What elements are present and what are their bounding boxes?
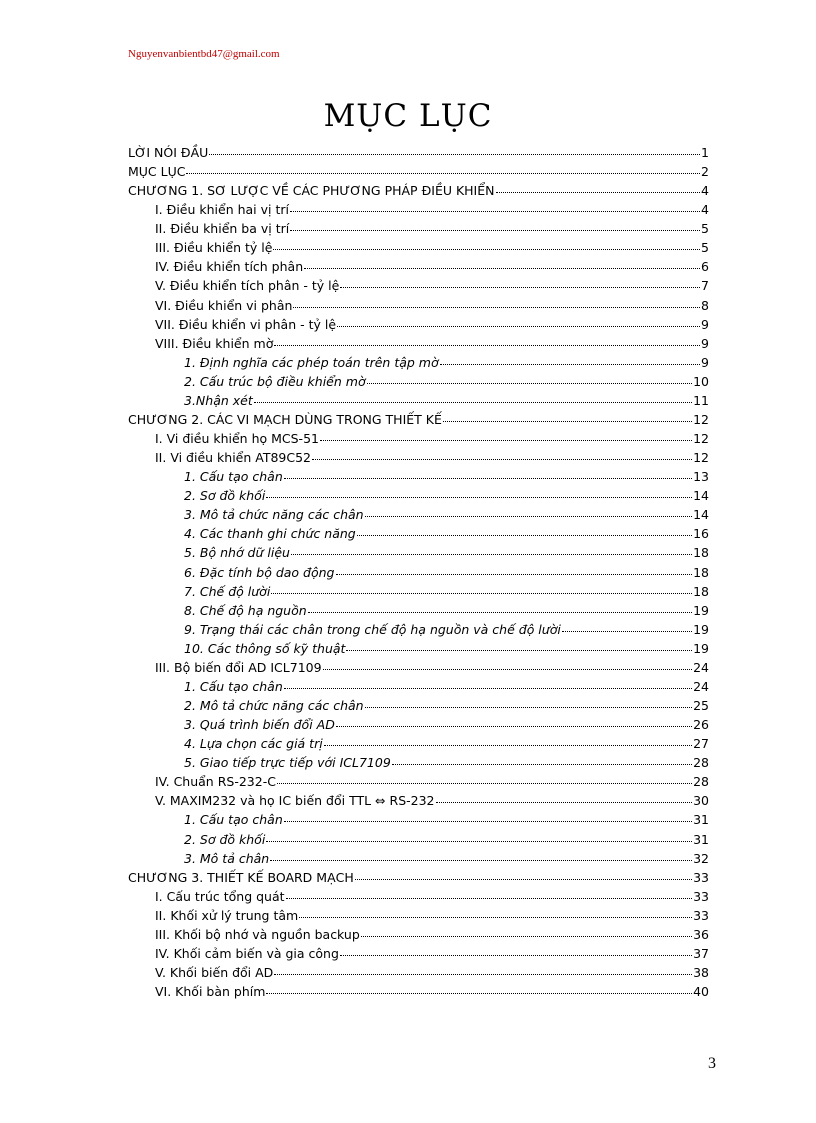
toc-leader-dots xyxy=(209,154,700,155)
toc-leader-dots xyxy=(365,707,693,708)
toc-entry-label: 7. Chế độ lười xyxy=(184,583,271,599)
toc-entry-label: III. Khối bộ nhớ và nguồn backup xyxy=(155,926,360,942)
header-email: Nguyenvanbientbd47@gmail.com xyxy=(128,48,280,60)
toc-entry-page: 40 xyxy=(693,984,709,1000)
toc-entry-label: VI. Khối bàn phím xyxy=(155,984,266,1000)
toc-entry-label: VI. Điều khiển vi phân xyxy=(155,297,293,313)
toc-entry-label: 2. Cấu trúc bộ điều khiển mờ xyxy=(184,373,366,389)
toc-entry-label: 5. Bộ nhớ dữ liệu xyxy=(184,545,290,561)
toc-entry-page: 24 xyxy=(693,678,709,694)
toc-entry[interactable] xyxy=(128,163,709,181)
toc-entry[interactable] xyxy=(184,564,709,582)
page-title: MỤC LỤC xyxy=(323,98,493,134)
toc-entry[interactable] xyxy=(184,373,709,391)
toc-leader-dots xyxy=(312,459,692,460)
toc-entry[interactable] xyxy=(184,640,709,658)
toc-leader-dots xyxy=(290,230,700,231)
toc-entry-label: 2. Mô tả chức năng các chân xyxy=(184,698,364,714)
toc-entry-page: 33 xyxy=(693,907,709,923)
toc-entry[interactable] xyxy=(184,506,709,524)
toc-leader-dots xyxy=(274,974,692,975)
toc-leader-dots xyxy=(266,841,692,842)
toc-entry-page: 13 xyxy=(693,469,709,485)
toc-entry[interactable] xyxy=(155,335,709,353)
toc-entry-label: 10. Các thông số kỹ thuật xyxy=(184,640,346,656)
toc-entry-page: 28 xyxy=(693,774,709,790)
toc-leader-dots xyxy=(293,307,700,308)
toc-entry[interactable] xyxy=(155,945,709,963)
toc-entry-page: 12 xyxy=(693,431,709,447)
toc-entry[interactable] xyxy=(155,888,709,906)
toc-leader-dots xyxy=(392,764,692,765)
toc-entry[interactable] xyxy=(155,964,709,982)
toc-entry-label: 3. Quá trình biến đổi AD xyxy=(184,717,335,733)
toc-leader-dots xyxy=(323,669,693,670)
toc-entry[interactable] xyxy=(155,277,709,295)
toc-entry-label: V. Khối biến đổi AD xyxy=(155,965,274,980)
toc-entry-page: 18 xyxy=(693,545,709,561)
toc-entry-page: 30 xyxy=(693,793,709,809)
toc-entry-label: I. Vi điều khiển họ MCS-51 xyxy=(155,431,319,447)
toc-entry-label: 2. Sơ đồ khối xyxy=(184,488,266,504)
toc-entry-label: 3. Mô tả chân xyxy=(184,850,270,866)
toc-leader-dots xyxy=(290,211,700,212)
toc-entry[interactable] xyxy=(155,659,709,677)
toc-entry-label: CHƯƠNG 2. CÁC VI MẠCH DÙNG TRONG THIẾT KẾ xyxy=(128,411,442,427)
toc-entry-page: 36 xyxy=(693,926,709,942)
toc-leader-dots xyxy=(284,688,692,689)
toc-entry-page: 27 xyxy=(693,736,709,752)
toc-leader-dots xyxy=(254,402,692,403)
toc-entry-page: 4 xyxy=(701,202,709,218)
toc-entry[interactable] xyxy=(184,697,709,715)
toc-entry-page: 19 xyxy=(693,640,709,656)
toc-entry[interactable] xyxy=(155,239,709,257)
toc-entry[interactable] xyxy=(184,392,709,410)
toc-entry-label: 1. Cấu tạo chân xyxy=(184,469,283,485)
toc-entry[interactable] xyxy=(184,850,709,868)
toc-entry-page: 9 xyxy=(701,335,709,351)
toc-entry[interactable] xyxy=(155,983,709,1001)
toc-leader-dots xyxy=(443,421,692,422)
toc-entry[interactable] xyxy=(155,316,709,334)
toc-entry[interactable] xyxy=(128,182,709,200)
toc-leader-dots xyxy=(308,612,692,613)
toc-entry[interactable] xyxy=(184,602,709,620)
toc-leader-dots xyxy=(436,802,693,803)
toc-entry[interactable] xyxy=(184,354,709,372)
toc-entry-label: IV. Chuẩn RS-232-C xyxy=(155,774,276,790)
toc-entry-label: III. Bộ biến đổi AD ICL7109 xyxy=(155,659,322,675)
toc-entry-label: 4. Lựa chọn các giá trị xyxy=(184,736,323,752)
toc-entry-label: 6. Đặc tính bộ dao động xyxy=(184,564,335,580)
toc-entry-page: 33 xyxy=(693,869,709,885)
toc-entry-page: 12 xyxy=(693,411,709,427)
toc-entry[interactable] xyxy=(128,144,709,162)
toc-entry-label: 2. Sơ đồ khối xyxy=(184,831,266,847)
toc-leader-dots xyxy=(273,249,700,250)
toc-leader-dots xyxy=(304,268,700,269)
toc-entry[interactable] xyxy=(155,201,709,219)
toc-entry-label: VIII. Điều khiển mờ xyxy=(155,335,274,351)
toc-entry[interactable] xyxy=(184,583,709,601)
toc-leader-dots xyxy=(320,440,692,441)
toc-entry-page: 5 xyxy=(701,240,709,256)
toc-entry[interactable] xyxy=(155,773,709,791)
toc-entry-page: 26 xyxy=(693,717,709,733)
toc-entry-page: 12 xyxy=(693,450,709,466)
toc-entry[interactable] xyxy=(155,297,709,315)
toc-entry-page: 2 xyxy=(701,164,709,180)
toc-leader-dots xyxy=(324,745,692,746)
toc-entry[interactable] xyxy=(155,907,709,925)
toc-leader-dots xyxy=(186,173,700,174)
toc-entry[interactable] xyxy=(184,716,709,734)
toc-entry-page: 18 xyxy=(693,564,709,580)
toc-entry-label: LỜI NÓI ĐẦU xyxy=(128,145,209,160)
toc-entry[interactable] xyxy=(155,220,709,238)
toc-entry[interactable] xyxy=(155,449,709,467)
toc-entry-page: 9 xyxy=(701,316,709,332)
toc-entry-label: II. Vi điều khiển AT89C52 xyxy=(155,450,312,466)
page-number: 3 xyxy=(708,1055,716,1072)
toc-entry-page: 16 xyxy=(693,526,709,542)
toc-entry-label: MỤC LỤC xyxy=(128,164,186,180)
toc-leader-dots xyxy=(361,936,692,937)
toc-leader-dots xyxy=(562,631,692,632)
toc-leader-dots xyxy=(286,898,693,899)
toc-entry[interactable] xyxy=(155,258,709,276)
toc-entry-page: 28 xyxy=(693,755,709,771)
toc-entry-page: 19 xyxy=(693,621,709,637)
toc-entry-page: 11 xyxy=(693,392,709,408)
toc-entry-label: V. MAXIM232 và họ IC biến đổi TTL ⇔ RS-232 xyxy=(155,793,435,809)
toc-entry-page: 9 xyxy=(701,354,709,370)
toc-leader-dots xyxy=(355,879,692,880)
toc-entry-page: 31 xyxy=(693,831,709,847)
toc-entry-label: IV. Điều khiển tích phân xyxy=(155,259,304,275)
toc-entry-label: 1. Cấu tạo chân xyxy=(184,678,283,694)
toc-entry-page: 25 xyxy=(693,698,709,714)
toc-entry-label: 9. Trạng thái các chân trong chế độ hạ nguồn và chế độ lười xyxy=(184,621,561,637)
toc-entry[interactable] xyxy=(155,792,709,810)
toc-entry[interactable] xyxy=(184,811,709,829)
toc-entry-page: 33 xyxy=(693,888,709,904)
toc-entry-page: 7 xyxy=(701,278,709,294)
toc-entry[interactable] xyxy=(184,831,709,849)
toc-leader-dots xyxy=(440,364,700,365)
toc-entry-page: 24 xyxy=(693,659,709,675)
toc-leader-dots xyxy=(284,821,692,822)
toc-entry-page: 19 xyxy=(693,602,709,618)
toc-entry-label: 4. Các thanh ghi chức năng xyxy=(184,526,356,542)
toc-entry[interactable] xyxy=(184,525,709,543)
toc-leader-dots xyxy=(346,650,692,651)
toc-entry-label: CHƯƠNG 1. SƠ LƯỢC VỀ CÁC PHƯƠNG PHÁP ĐIỀU KHIỂN xyxy=(128,183,495,199)
toc-leader-dots xyxy=(336,726,692,727)
toc-entry[interactable] xyxy=(184,621,709,639)
toc-entry-label: IV. Khối cảm biến và gia công xyxy=(155,945,339,961)
toc-leader-dots xyxy=(365,516,693,517)
toc-entry-page: 14 xyxy=(693,488,709,504)
toc-entry-page: 1 xyxy=(701,145,709,160)
toc-leader-dots xyxy=(277,783,692,784)
toc-entry-page: 5 xyxy=(701,221,709,237)
toc-leader-dots xyxy=(337,326,700,327)
toc-entry[interactable] xyxy=(184,544,709,562)
toc-entry[interactable] xyxy=(184,487,709,505)
toc-entry[interactable] xyxy=(155,926,709,944)
toc-entry[interactable] xyxy=(184,754,709,772)
toc-entry-page: 4 xyxy=(701,183,709,199)
toc-entry[interactable] xyxy=(128,869,709,887)
toc-entry[interactable] xyxy=(184,678,709,696)
toc-entry-label: 5. Giao tiếp trực tiếp với ICL7109 xyxy=(184,755,391,771)
toc-entry-page: 38 xyxy=(693,965,709,980)
toc-entry-page: 31 xyxy=(693,812,709,828)
toc-entry[interactable] xyxy=(128,411,709,429)
toc-entry-page: 32 xyxy=(693,850,709,866)
toc-leader-dots xyxy=(284,478,692,479)
toc-entry-page: 37 xyxy=(693,945,709,961)
toc-leader-dots xyxy=(266,993,692,994)
toc-entry-page: 10 xyxy=(693,373,709,389)
toc-entry-label: I. Cấu trúc tổng quát xyxy=(155,888,285,904)
toc-entry-page: 8 xyxy=(701,297,709,313)
toc-leader-dots xyxy=(270,860,692,861)
toc-entry-label: 1. Cấu tạo chân xyxy=(184,812,283,828)
toc-entry-label: 3.Nhận xét xyxy=(184,392,253,408)
toc-leader-dots xyxy=(340,287,700,288)
toc-entry[interactable] xyxy=(184,468,709,486)
toc-leader-dots xyxy=(496,192,701,193)
toc-entry-label: I. Điều khiển hai vị trí xyxy=(155,202,289,218)
toc-entry-label: III. Điều khiển tỷ lệ xyxy=(155,240,273,256)
toc-entry[interactable] xyxy=(155,430,709,448)
toc-leader-dots xyxy=(336,574,693,575)
toc-entry-label: II. Điều khiển ba vị trí xyxy=(155,221,290,237)
toc-entry-label: VII. Điều khiển vi phân - tỷ lệ xyxy=(155,316,337,332)
toc-leader-dots xyxy=(274,345,700,346)
toc-entry-label: V. Điều khiển tích phân - tỷ lệ xyxy=(155,278,340,294)
toc-entry-label: CHƯƠNG 3. THIẾT KẾ BOARD MẠCH xyxy=(128,869,354,885)
toc-leader-dots xyxy=(271,593,692,594)
toc-leader-dots xyxy=(266,497,692,498)
toc-entry-label: 8. Chế độ hạ nguồn xyxy=(184,602,307,618)
toc-leader-dots xyxy=(357,535,692,536)
toc-entry-page: 18 xyxy=(693,583,709,599)
toc-leader-dots xyxy=(367,383,693,384)
toc-leader-dots xyxy=(340,955,692,956)
toc-entry-page: 6 xyxy=(701,259,709,275)
toc-leader-dots xyxy=(299,917,692,918)
toc-entry-label: 1. Định nghĩa các phép toán trên tập mờ xyxy=(184,354,439,370)
toc-entry-page: 14 xyxy=(693,507,709,523)
toc-entry[interactable] xyxy=(184,735,709,753)
toc-entry-label: II. Khối xử lý trung tâm xyxy=(155,907,299,923)
toc-entry-label: 3. Mô tả chức năng các chân xyxy=(184,507,364,523)
toc-leader-dots xyxy=(291,554,692,555)
